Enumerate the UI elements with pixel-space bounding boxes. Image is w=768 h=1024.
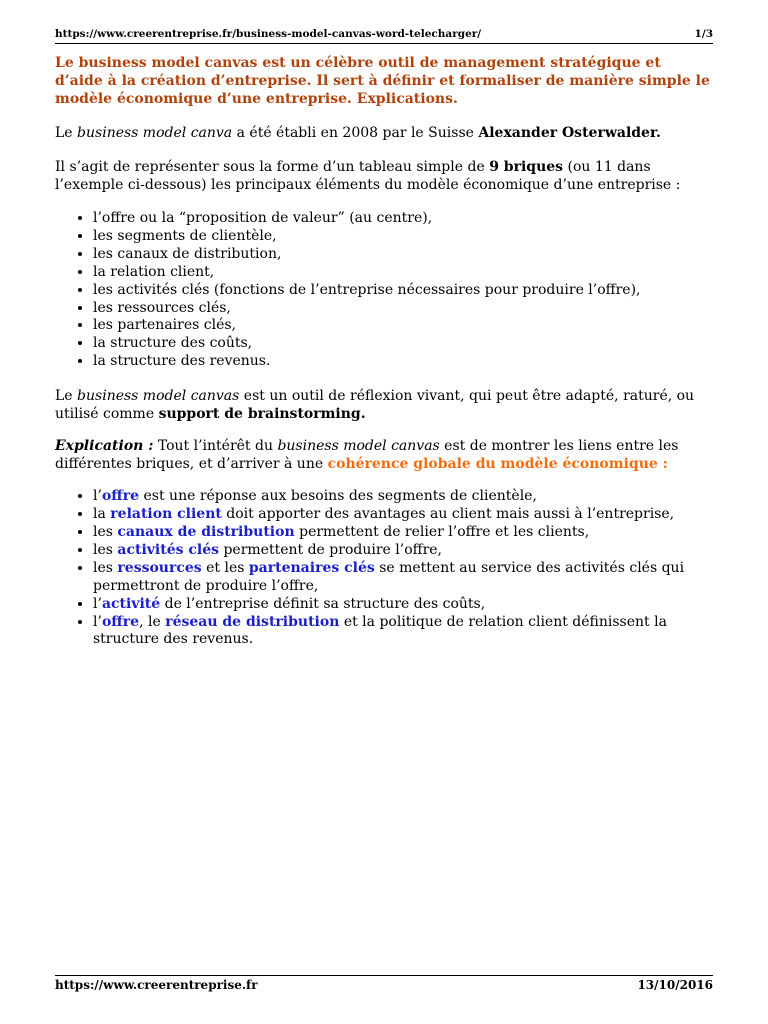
- emphasis: business model canva: [77, 125, 233, 141]
- list-item: • les ressources clés,: [93, 300, 713, 318]
- paragraph-brainstorming: [55, 387, 713, 423]
- keyword-link[interactable]: canaux de distribution: [117, 523, 295, 540]
- page-header: [55, 28, 713, 44]
- liens-list: [55, 488, 713, 649]
- page-footer: [55, 975, 713, 992]
- text: Le: [55, 125, 78, 141]
- footer-date: 13/10/2016: [637, 978, 713, 992]
- text: Tout l’intérêt du: [153, 438, 278, 455]
- keyword-link[interactable]: partenaires clés: [248, 559, 375, 576]
- text: et les: [201, 559, 249, 576]
- list-item: [93, 614, 713, 650]
- text: est de montrer les liens entre les différentes briques, et d’arriver à une: [55, 438, 679, 473]
- list-item: • l’offre ou la “proposition de valeur” (au centre),: [93, 210, 713, 228]
- keyword-link[interactable]: réseau de distribution: [165, 613, 340, 630]
- list-item: • les partenaires clés,: [93, 317, 713, 335]
- paragraph-origin: [55, 124, 713, 142]
- list-item: • la structure des coûts,: [93, 335, 713, 353]
- text: (ou 11 dans l’exemple ci-dessous) les principaux éléments du modèle économique d’une entreprise :: [55, 159, 681, 193]
- keyword-link[interactable]: offre: [101, 488, 140, 505]
- text: Il s’agit de représenter sous la forme d’un tableau simple de: [55, 159, 490, 175]
- text: doit apporter des avantages au client mais aussi à l’entreprise,: [221, 506, 675, 523]
- keyword-link[interactable]: offre: [101, 613, 140, 630]
- list-item: [93, 488, 713, 506]
- text: est une réponse aux besoins des segments de clientèle,: [139, 488, 537, 505]
- text: l’: [93, 488, 102, 505]
- text: les: [93, 541, 118, 558]
- list-item: [93, 542, 713, 560]
- header-url: https://www.creerentreprise.fr/business-model-canvas-word-telecharger/: [55, 28, 482, 40]
- page-number: 1/3: [694, 28, 713, 40]
- list-item: • les canaux de distribution,: [93, 246, 713, 264]
- list-item: [93, 506, 713, 524]
- text: se mettent au service des activités clés qui permettront de produire l’offre,: [93, 559, 685, 594]
- keyword-link[interactable]: activités clés: [117, 541, 220, 558]
- text: la: [93, 506, 111, 523]
- list-item: • les activités clés (fonctions de l’entreprise nécessaires pour produire l’offre),: [93, 282, 713, 300]
- list-item: • les segments de clientèle,: [93, 228, 713, 246]
- paragraph-briques: [55, 158, 713, 194]
- keyword-link[interactable]: relation client: [110, 506, 222, 523]
- footer-url: https://www.creerentreprise.fr: [55, 978, 258, 992]
- document-body: [55, 54, 713, 649]
- list-item: • la relation client,: [93, 264, 713, 282]
- text: est un outil de réflexion vivant, qui peut être adapté, raturé, ou utilisé comme: [55, 388, 695, 423]
- list-item: [93, 596, 713, 614]
- text: , le: [139, 613, 166, 630]
- briques-count: 9 briques: [489, 159, 564, 175]
- text: Le: [55, 388, 78, 405]
- strong-text: support de brainstorming.: [158, 406, 366, 423]
- text: de l’entreprise définit sa structure des coûts,: [160, 595, 486, 612]
- list-item: [93, 560, 713, 596]
- text: l’: [93, 595, 102, 612]
- explication-label: Explication :: [55, 438, 154, 455]
- list-item: [93, 524, 713, 542]
- emphasis: business model canvas: [77, 388, 240, 405]
- emphasis: business model canvas: [277, 438, 440, 455]
- keyword-link[interactable]: ressources: [117, 559, 202, 576]
- text: permettent de produire l’offre,: [219, 541, 442, 558]
- coherence-highlight: cohérence globale du modèle économique :: [327, 456, 668, 473]
- text: les: [93, 523, 118, 540]
- keyword-link[interactable]: activité: [101, 595, 161, 612]
- text: l’: [93, 613, 102, 630]
- text: et la politique de relation client définissent la structure des revenus.: [93, 613, 667, 648]
- intro-paragraph: Le business model canvas est un célèbre outil de management stratégique et d’aide à la création d’entreprise. Il sert à définir et formaliser de manière simple le modèle économique d’une entreprise. Explications.: [55, 55, 710, 107]
- text: les: [93, 559, 118, 576]
- paragraph-explication: [55, 437, 713, 473]
- text: a été établi en 2008 par le Suisse: [232, 125, 479, 141]
- list-item: • la structure des revenus.: [93, 353, 713, 371]
- author-name: Alexander Osterwalder.: [478, 125, 661, 141]
- briques-list: [55, 210, 713, 371]
- text: permettent de relier l’offre et les clients,: [294, 523, 590, 540]
